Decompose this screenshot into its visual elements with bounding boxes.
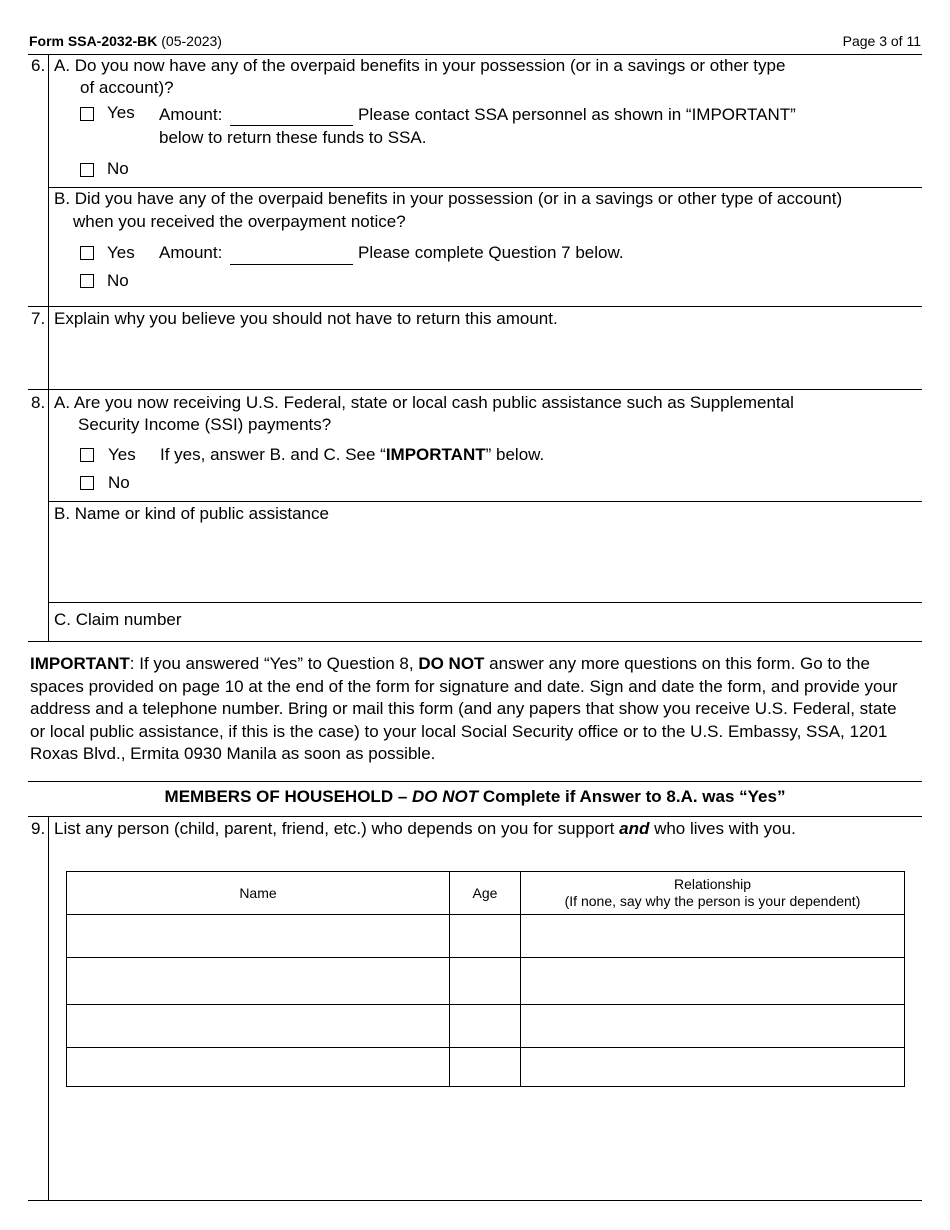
q6b-amount-field[interactable] (230, 264, 353, 265)
col-name-header: Name (67, 872, 450, 915)
relationship-cell[interactable] (521, 1005, 905, 1048)
q8b-label: B. Name or kind of public assistance (54, 504, 329, 523)
name-cell[interactable] (67, 958, 450, 1005)
relationship-cell[interactable] (521, 958, 905, 1005)
col-relationship-line1: Relationship (673, 876, 752, 892)
q6a-yes-label: Yes (107, 103, 135, 122)
dependents-table (66, 871, 905, 1087)
q9-text-pre: List any person (child, parent, friend, etc.) who depends on you for support (54, 819, 620, 838)
q6a-no-label: No (107, 159, 129, 178)
age-cell[interactable] (450, 1005, 521, 1048)
table-row (67, 1048, 905, 1087)
important-label: IMPORTANT (30, 654, 130, 673)
q6b-no-label: No (107, 271, 129, 290)
q9-text-post: who lives with you. (649, 819, 796, 838)
q8b-bottom-rule (48, 602, 922, 603)
important-part1: : If you answered “Yes” to Question 8, (129, 654, 419, 673)
q7-number: 7. (31, 309, 46, 328)
important-bottom-rule (28, 781, 922, 782)
q6-number: 6. (31, 56, 46, 75)
q6a-note-line1: Please contact SSA personnel as shown in “IMPORTANT” (358, 105, 796, 124)
q9-margin-line (48, 817, 49, 1200)
form-id: Form SSA-2032-BK (29, 33, 158, 49)
important-do-not: DO NOT (418, 654, 485, 673)
q9-text (54, 818, 796, 840)
relationship-cell[interactable] (521, 1048, 905, 1087)
table-row (67, 958, 905, 1005)
household-heading-pre: MEMBERS OF HOUSEHOLD – (164, 787, 412, 806)
q8a-bottom-rule (48, 501, 922, 502)
q9-text-and: and (619, 819, 650, 838)
q6b-no-checkbox[interactable] (80, 274, 94, 288)
age-cell[interactable] (450, 1048, 521, 1087)
household-heading-post: Complete if Answer to 8.A. was “Yes” (478, 787, 786, 806)
col-relationship-header (521, 872, 905, 915)
q8a-no-checkbox[interactable] (80, 476, 94, 490)
q8-number: 8. (31, 393, 46, 412)
q8a-text-line1: A. Are you now receiving U.S. Federal, state or local cash public assistance such as Supplemental (54, 393, 794, 412)
q6b-yes-label: Yes (107, 243, 135, 262)
page-number: Page 3 of 11 (842, 33, 921, 49)
q6a-note-line2: below to return these funds to SSA. (159, 128, 427, 147)
household-heading-rule (28, 816, 922, 817)
q6b-text-line2: when you received the overpayment notice? (73, 212, 406, 231)
q8a-note-bold: IMPORTANT (385, 445, 486, 464)
q7-text: Explain why you believe you should not have to return this amount. (54, 309, 558, 328)
age-cell[interactable] (450, 915, 521, 958)
q8a-yes-note (160, 444, 544, 466)
q6-bottom-rule (28, 306, 922, 307)
q6b-note: Please complete Question 7 below. (358, 243, 624, 262)
form-date: (05-2023) (161, 33, 222, 49)
household-heading-italic: DO NOT (412, 787, 479, 806)
q8a-note-post: ” below. (485, 445, 545, 464)
form-header (29, 30, 222, 52)
q8a-no-label: No (108, 473, 130, 492)
q6a-amount-label: Amount: (159, 105, 223, 124)
q6a-text-line2: of account)? (80, 78, 174, 97)
dependents-table-header (67, 872, 905, 915)
question-margin-line (48, 55, 49, 641)
important-part2: answer any more questions on this form. Go to the spaces provided on page 10 at the end of the form for signature and date. Sign and date the form, and provide your address and a telephone number. Bring or mail this form (and any papers that show you receive U.S. Federal, state or local public assistance, if this is the case) to your local Social Security office or to the U.S. Embassy, SSA, 1201 Roxas Blvd., Ermita 0930 Manila as soon as possible. (30, 654, 898, 764)
name-cell[interactable] (67, 915, 450, 958)
col-relationship-line2: (If none, say why the person is your dependent) (564, 893, 861, 909)
q6a-yes-checkbox[interactable] (80, 107, 94, 121)
q8c-answer-area[interactable] (200, 607, 916, 637)
q6a-amount-field[interactable] (230, 125, 353, 126)
table-row (67, 1005, 905, 1048)
col-age-header: Age (450, 872, 521, 915)
q8-bottom-rule (28, 641, 922, 642)
q7-answer-area[interactable] (54, 332, 916, 384)
q6b-amount-label: Amount: (159, 243, 223, 262)
important-notice (30, 653, 915, 766)
page-bottom-rule (28, 1200, 922, 1201)
q9-number: 9. (31, 819, 46, 838)
q6b-text-line1: B. Did you have any of the overpaid benefits in your possession (or in a savings or other type of account) (54, 189, 843, 208)
q6a-no-checkbox[interactable] (80, 163, 94, 177)
q8a-note-pre: If yes, answer B. and C. See “ (160, 445, 386, 464)
q6b-yes-checkbox[interactable] (80, 246, 94, 260)
q7-bottom-rule (28, 389, 922, 390)
q8a-yes-label: Yes (108, 445, 136, 464)
relationship-cell[interactable] (521, 915, 905, 958)
q8b-answer-area[interactable] (54, 527, 916, 597)
table-row (67, 915, 905, 958)
q8c-label: C. Claim number (54, 610, 182, 629)
name-cell[interactable] (67, 1048, 450, 1087)
q8a-text-line2: Security Income (SSI) payments? (78, 415, 332, 434)
name-cell[interactable] (67, 1005, 450, 1048)
age-cell[interactable] (450, 958, 521, 1005)
household-heading (0, 786, 950, 808)
q6a-text-line1: A. Do you now have any of the overpaid benefits in your possession (or in a savings or other type (54, 56, 786, 75)
q8a-yes-checkbox[interactable] (80, 448, 94, 462)
